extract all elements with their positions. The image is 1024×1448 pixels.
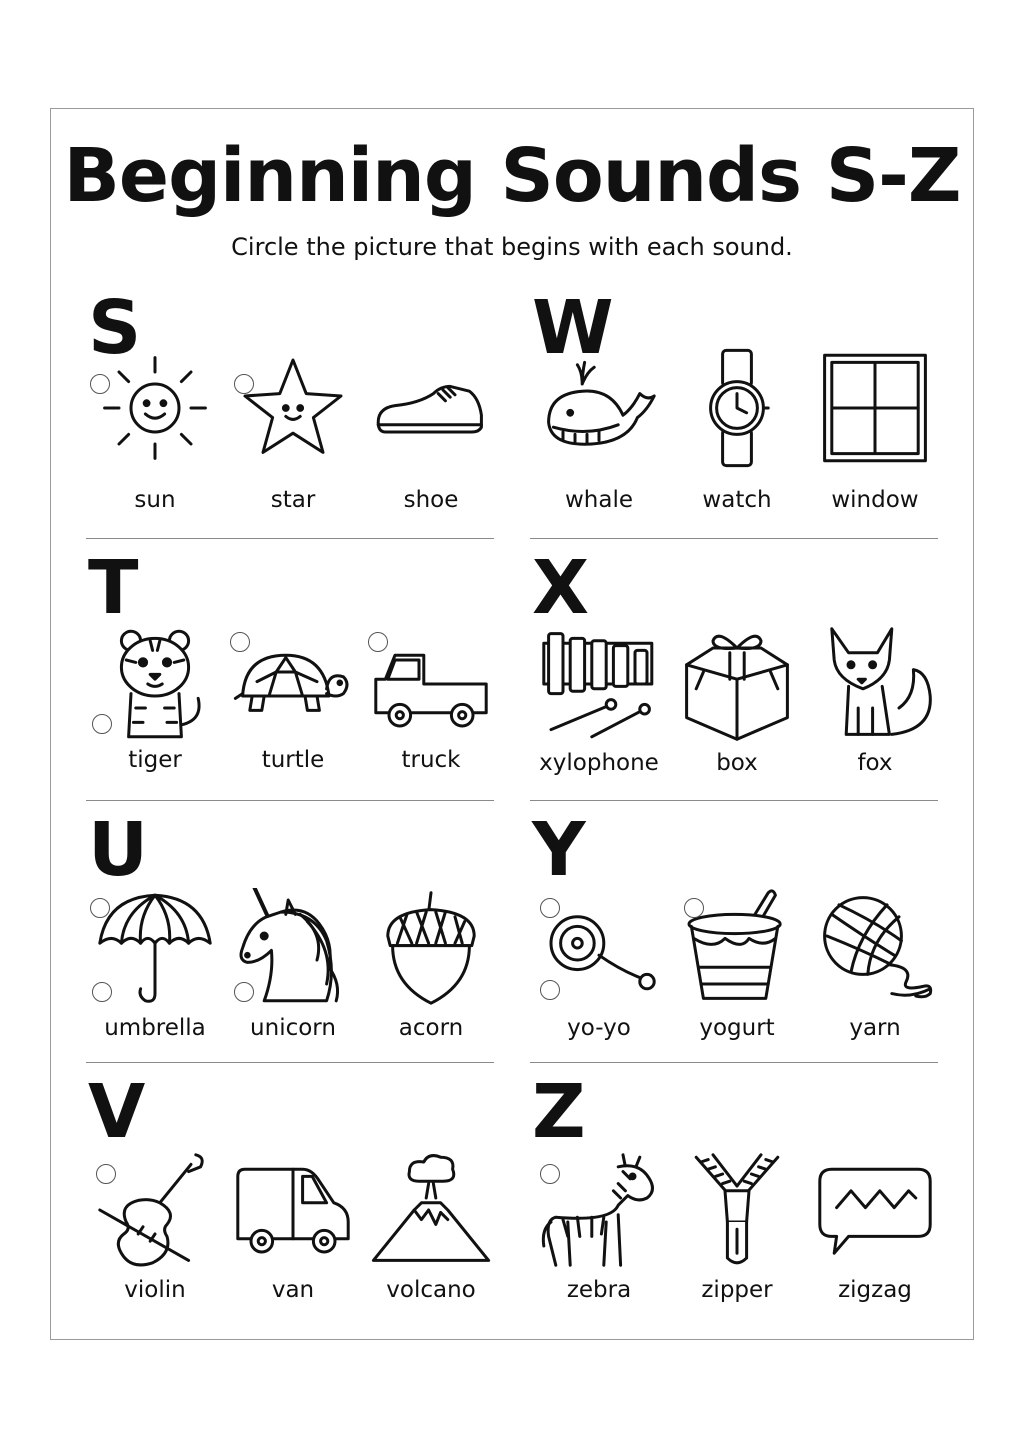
section-letter: S (88, 285, 142, 371)
section-divider (86, 1062, 494, 1063)
answer-circle[interactable] (234, 982, 254, 1002)
picture-label: zipper (701, 1277, 773, 1303)
sun-icon (95, 348, 215, 468)
zigzag-icon (815, 1150, 935, 1270)
picture-label: box (716, 750, 758, 776)
section-divider (530, 800, 938, 801)
answer-circle[interactable] (684, 898, 704, 918)
section-v (86, 1069, 498, 1326)
section-divider (530, 1062, 938, 1063)
picture-label: van (271, 1277, 315, 1303)
picture-label: shoe (403, 487, 459, 513)
page-title: Beginning Sounds S-Z (63, 133, 961, 219)
section-s (86, 285, 498, 542)
picture-option[interactable] (362, 888, 500, 1041)
answer-circle[interactable] (90, 898, 110, 918)
picture-option[interactable] (224, 1150, 362, 1303)
umbrella-icon (95, 888, 215, 1008)
section-letter: T (88, 545, 139, 631)
picture-label: volcano (386, 1277, 476, 1303)
box-icon (677, 624, 797, 744)
picture-label: tiger (128, 747, 182, 773)
picture-option[interactable] (668, 1150, 806, 1303)
watch-icon (677, 348, 797, 468)
picture-label: yogurt (699, 1015, 775, 1041)
answer-circle[interactable] (96, 1164, 116, 1184)
answer-circle[interactable] (90, 374, 110, 394)
section-t (86, 545, 498, 802)
answer-circle[interactable] (92, 714, 112, 734)
picture-option[interactable] (362, 1150, 500, 1303)
section-letter: Z (532, 1069, 586, 1155)
picture-option[interactable] (362, 348, 500, 513)
xylophone-icon (539, 624, 659, 744)
fox-icon (815, 624, 935, 744)
picture-option[interactable] (224, 888, 362, 1041)
instructions: Circle the picture that begins with each sound. (231, 233, 793, 261)
answer-circle[interactable] (540, 1164, 560, 1184)
picture-label: zigzag (838, 1277, 912, 1303)
volcano-icon (371, 1150, 491, 1270)
picture-label: acorn (398, 1015, 464, 1041)
picture-option[interactable] (224, 348, 362, 513)
section-letter: W (532, 285, 614, 371)
picture-label: yo-yo (567, 1015, 631, 1041)
picture-option[interactable] (806, 1150, 944, 1303)
section-divider (86, 800, 494, 801)
picture-option[interactable] (668, 348, 806, 513)
yarn-icon (815, 888, 935, 1008)
tiger-icon (95, 624, 215, 744)
section-x (530, 545, 942, 802)
truck-icon (371, 624, 491, 744)
section-divider (530, 538, 938, 539)
picture-label: unicorn (250, 1015, 336, 1041)
picture-label: turtle (261, 747, 325, 773)
picture-option[interactable] (530, 348, 668, 513)
picture-label: sun (134, 487, 176, 513)
section-letter: X (532, 545, 590, 631)
picture-option[interactable] (806, 888, 944, 1041)
picture-option[interactable] (86, 348, 224, 513)
answer-circle[interactable] (230, 632, 250, 652)
section-divider (86, 538, 494, 539)
turtle-icon (233, 624, 353, 744)
picture-option[interactable] (530, 624, 668, 776)
answer-circle[interactable] (234, 374, 254, 394)
picture-label: truck (401, 747, 461, 773)
section-y (530, 807, 942, 1064)
picture-option[interactable] (86, 624, 224, 773)
section-w (530, 285, 942, 542)
zipper-icon (677, 1150, 797, 1270)
window-icon (815, 348, 935, 468)
shoe-icon (371, 348, 491, 468)
picture-label: watch (702, 487, 772, 513)
picture-label: whale (564, 487, 634, 513)
van-icon (233, 1150, 353, 1270)
picture-option[interactable] (806, 624, 944, 776)
picture-label: umbrella (104, 1015, 206, 1041)
star-icon (233, 348, 353, 468)
picture-label: fox (857, 750, 893, 776)
picture-label: yarn (849, 1015, 901, 1041)
section-u (86, 807, 498, 1064)
picture-label: xylophone (539, 750, 659, 776)
section-letter: Y (532, 807, 586, 893)
answer-circle[interactable] (540, 980, 560, 1000)
picture-label: star (270, 487, 316, 513)
section-letter: V (88, 1069, 146, 1155)
picture-label: window (831, 487, 919, 513)
picture-label: zebra (566, 1277, 632, 1303)
answer-circle[interactable] (540, 898, 560, 918)
answer-circle[interactable] (368, 632, 388, 652)
acorn-icon (371, 888, 491, 1008)
whale-icon (539, 348, 659, 468)
section-z (530, 1069, 942, 1326)
picture-label: violin (124, 1277, 186, 1303)
picture-option[interactable] (668, 624, 806, 776)
section-letter: U (88, 807, 149, 893)
answer-circle[interactable] (92, 982, 112, 1002)
picture-option[interactable] (806, 348, 944, 513)
